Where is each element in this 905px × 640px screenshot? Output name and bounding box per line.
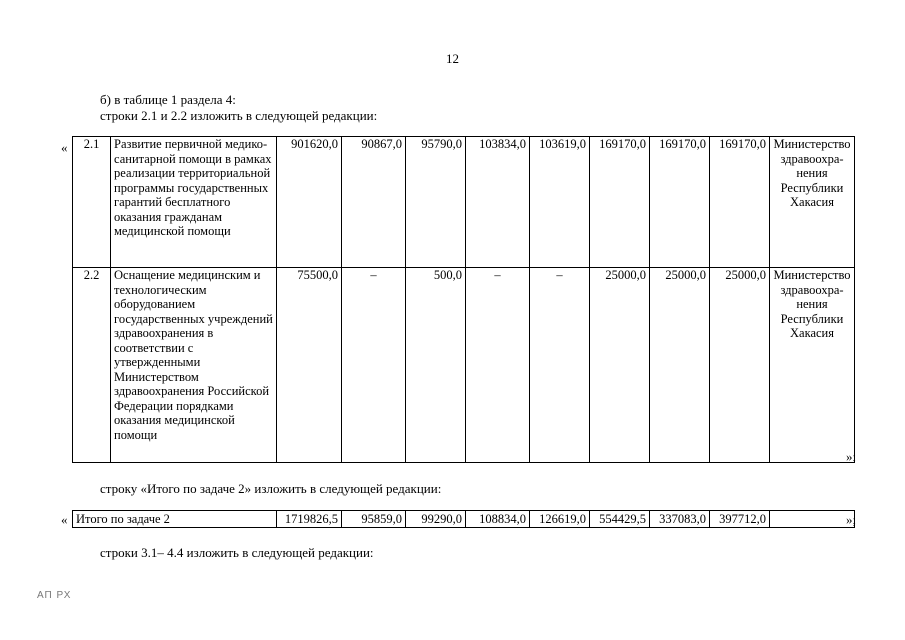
executor-cell: Министерство здравоохра-нения Республики Хакасия: [770, 137, 855, 268]
value-cell: 169170,0: [650, 137, 710, 268]
value-cell: 901620,0: [277, 137, 342, 268]
row-title: Развитие первичной медико-санитарной помощи в рамках реализации территориальной программы государственных гарантий бесплатного оказания гражданам медицинской помощи: [111, 137, 277, 268]
footer-mark: АП РХ: [37, 590, 72, 601]
row-number: 2.1: [73, 137, 111, 268]
table-row: [73, 511, 855, 528]
value-cell: 95859,0: [342, 511, 406, 528]
value-cell: 1719826,5: [277, 511, 342, 528]
value-cell: 25000,0: [710, 268, 770, 463]
value-cell: 108834,0: [466, 511, 530, 528]
value-cell: 90867,0: [342, 137, 406, 268]
value-cell: 500,0: [406, 268, 466, 463]
value-cell: 25000,0: [650, 268, 710, 463]
intro-line-1: б) в таблице 1 раздела 4:: [100, 92, 236, 107]
value-cell: 95790,0: [406, 137, 466, 268]
program-table: [72, 136, 855, 463]
value-cell: 99290,0: [406, 511, 466, 528]
row-number: 2.2: [73, 268, 111, 463]
value-cell: 169170,0: [590, 137, 650, 268]
page-number: 12: [446, 51, 459, 66]
value-cell: 554429,5: [590, 511, 650, 528]
instruction-paragraph: строки 3.1– 4.4 изложить в следующей редакции:: [100, 545, 374, 560]
quote-close: »;: [846, 449, 857, 464]
quote-close: »;: [846, 512, 857, 527]
row-title: Оснащение медицинским и технологическим оборудованием государственных учреждений здравоохранения в соответствии с утвержденными Министерством здравоохранения Российской Федерации порядками оказания медицинской помощи: [111, 268, 277, 463]
value-cell: 169170,0: [710, 137, 770, 268]
quote-open: «: [61, 512, 68, 527]
value-cell: –: [530, 268, 590, 463]
value-cell: –: [466, 268, 530, 463]
value-cell: 126619,0: [530, 511, 590, 528]
total-table: [72, 510, 855, 528]
value-cell: 337083,0: [650, 511, 710, 528]
value-cell: 75500,0: [277, 268, 342, 463]
value-cell: –: [342, 268, 406, 463]
total-label: Итого по задаче 2: [73, 511, 277, 528]
executor-cell: Министерство здравоохра-нения Республики Хакасия: [770, 268, 855, 463]
value-cell: 25000,0: [590, 268, 650, 463]
instruction-paragraph: строку «Итого по задаче 2» изложить в следующей редакции:: [100, 481, 442, 496]
value-cell: 103619,0: [530, 137, 590, 268]
intro-line-2: строки 2.1 и 2.2 изложить в следующей редакции:: [100, 108, 378, 123]
value-cell: 397712,0: [710, 511, 770, 528]
table-row: [73, 268, 855, 463]
table-row: [73, 137, 855, 268]
quote-open: «: [61, 140, 68, 155]
value-cell: 103834,0: [466, 137, 530, 268]
executor-cell: [770, 511, 855, 528]
